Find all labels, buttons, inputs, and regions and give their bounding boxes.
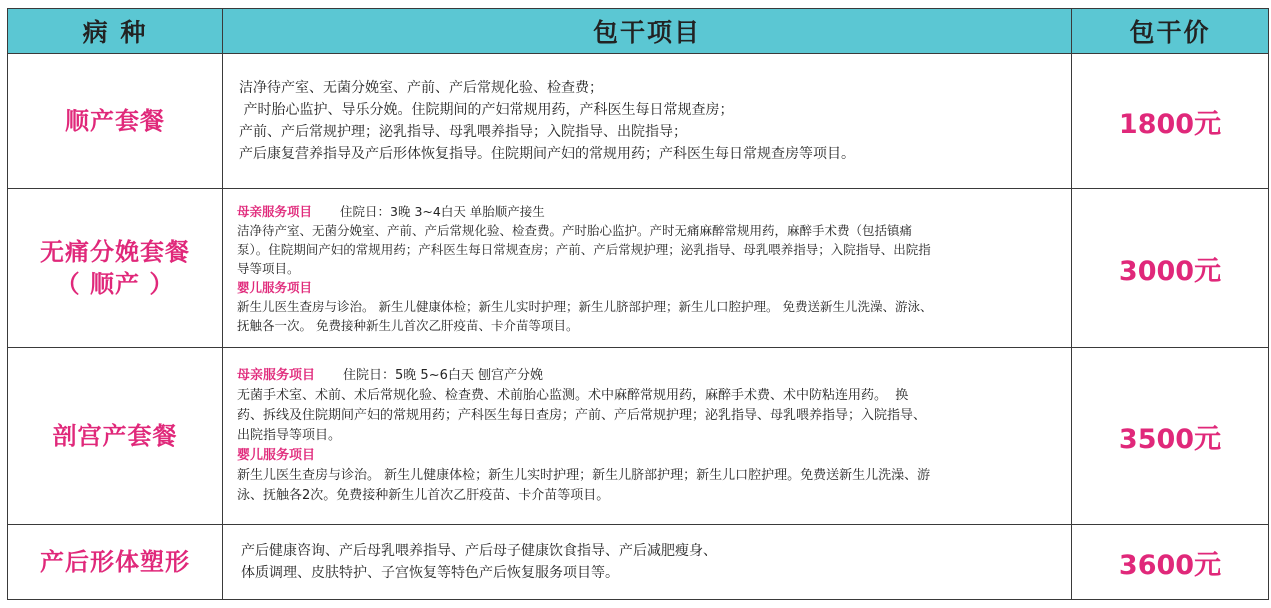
header-price: 包干价 <box>1072 9 1269 54</box>
package-name: 无痛分娩套餐 （ 顺产 ） <box>8 189 223 348</box>
package-price: 3600元 <box>1072 525 1269 600</box>
package-price-table <box>7 8 1269 600</box>
item-line: 泵）。住院期间产妇的常规用药；产科医生每日常规查房；产前、产后常规护理；泌乳指导、母乳喂养指导；入院指导、出院指 <box>237 241 931 257</box>
item-line: 产时胎心监护、导乐分娩。住院期间的产妇常规用药，产科医生每日常规查房； <box>239 102 734 118</box>
header-items: 包干项目 <box>223 9 1072 54</box>
mother-section-title: 母亲服务项目 <box>237 368 316 383</box>
mother-section-title: 母亲服务项目 <box>237 203 313 219</box>
item-line: 洁净待产室、无菌分娩室、产前、产后常规化验、检查费； <box>239 80 603 96</box>
table-header-row <box>8 9 1269 54</box>
package-items <box>223 525 1072 600</box>
item-line: 产后康复营养指导及产后形体恢复指导。住院期间产妇的常规用药；产科医生每日常规查房等项目。 <box>239 146 855 162</box>
item-line: 产后健康咨询、产后母乳喂养指导、产后母子健康饮食指导、产后减肥瘦身、 <box>241 543 717 559</box>
item-line: 新生儿医生查房与诊治。 新生儿健康体检；新生儿实时护理；新生儿脐部护理；新生儿口腔护理。 免费送新生儿洗澡、游泳、 <box>237 298 933 314</box>
item-line: 新生儿医生查房与诊治。 新生儿健康体检；新生儿实时护理；新生儿脐部护理；新生儿口腔护理。免费送新生儿洗澡、游 <box>237 468 931 483</box>
package-items <box>223 189 1072 348</box>
package-name: 剖宫产套餐 <box>8 348 223 525</box>
mother-stay: 住院日：3晚 3~4白天 单胎顺产接生 <box>340 203 545 219</box>
header-disease: 病 种 <box>8 9 223 54</box>
package-price: 1800元 <box>1072 54 1269 189</box>
item-line: 抚触各一次。 免费接种新生儿首次乙肝疫苗、卡介苗等项目。 <box>237 317 579 333</box>
item-line: 药、拆线及住院期间产妇的常规用药；产科医生每日查房；产前、产后常规护理；泌乳指导、母乳喂养指导；入院指导、 <box>237 408 927 423</box>
package-items <box>223 54 1072 189</box>
item-line: 洁净待产室、无菌分娩室、产前、产后常规化验、检查费。产时胎心监护。产时无痛麻醉常规用药，麻醉手术费（包括镇痛 <box>237 222 913 238</box>
package-price: 3000元 <box>1072 189 1269 348</box>
package-items <box>223 348 1072 525</box>
mother-stay: 住院日：5晚 5~6白天 刨宫产分娩 <box>343 368 543 383</box>
table-row <box>8 525 1269 600</box>
table-row <box>8 54 1269 189</box>
package-name: 顺产套餐 <box>8 54 223 189</box>
item-line: 泳、抚触各2次。免费接种新生儿首次乙肝疫苗、卡介苗等项目。 <box>237 488 610 503</box>
price-table-wrapper <box>7 8 1268 600</box>
table-row <box>8 348 1269 525</box>
item-line: 体质调理、皮肤特护、子宫恢复等特色产后恢复服务项目等。 <box>241 565 619 581</box>
baby-section-title: 婴儿服务项目 <box>237 279 313 295</box>
item-line: 出院指导等项目。 <box>237 428 342 443</box>
item-line: 无菌手术室、术前、术后常规化验、检查费、术前胎心监测。术中麻醉常规用药，麻醉手术费、术中防粘连用药。 换 <box>237 388 909 403</box>
item-line: 导等项目。 <box>237 260 300 276</box>
item-line: 产前、产后常规护理；泌乳指导、母乳喂养指导；入院指导、出院指导； <box>239 124 687 140</box>
package-price: 3500元 <box>1072 348 1269 525</box>
baby-section-title: 婴儿服务项目 <box>237 448 316 463</box>
table-row <box>8 189 1269 348</box>
package-name: 产后形体塑形 <box>8 525 223 600</box>
